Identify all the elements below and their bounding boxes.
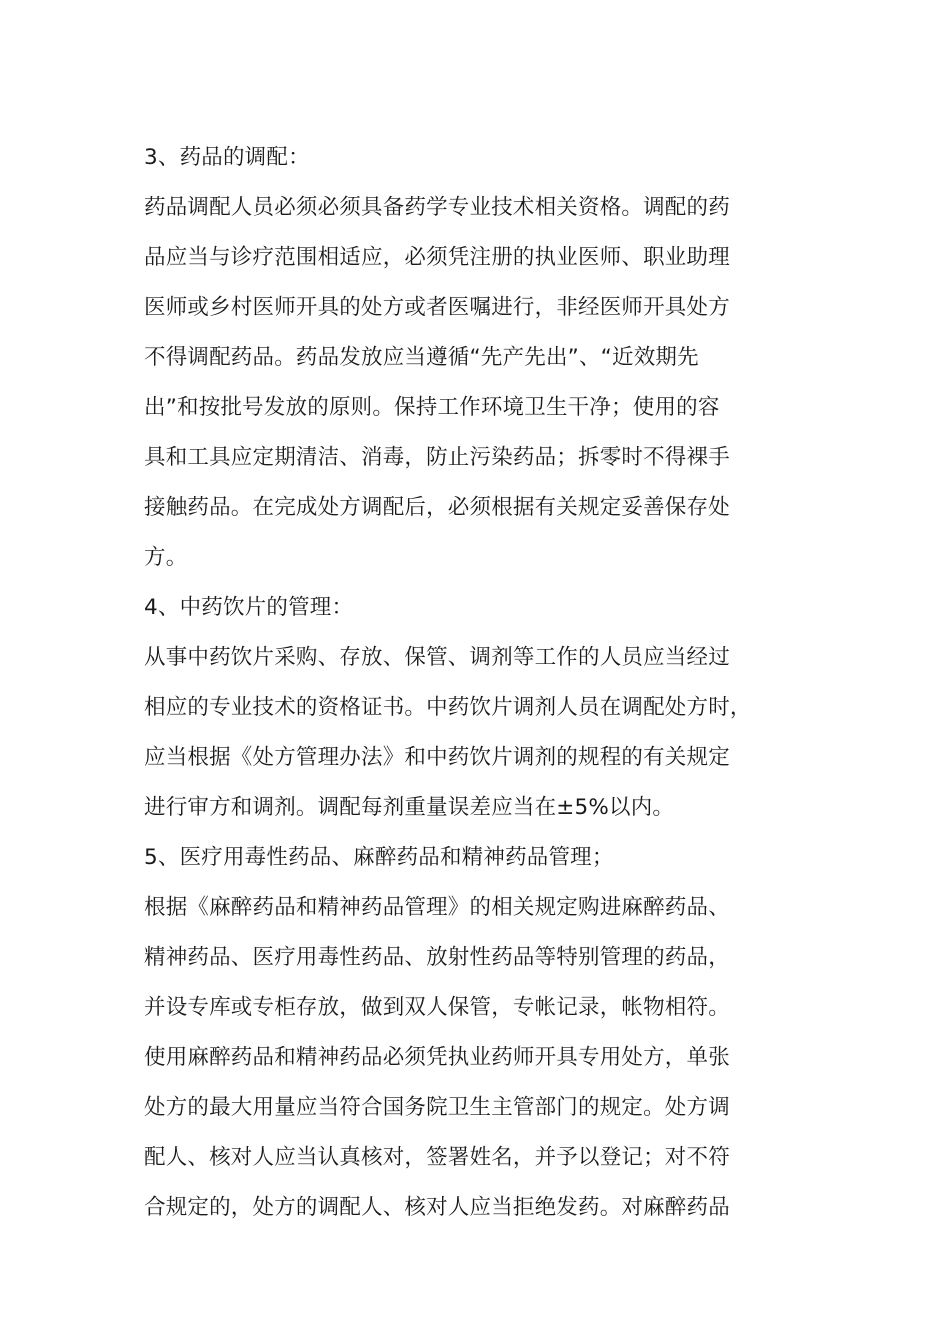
section-3-heading: 3、药品的调配： bbox=[144, 145, 310, 170]
paragraph-line: 并设专库或专柜存放，做到双人保管，专帐记录，帐物相符。 bbox=[144, 995, 730, 1020]
paragraph-line: 药品调配人员必须必须具备药学专业技术相关资格。调配的药 bbox=[144, 195, 730, 220]
paragraph-line: 根据《麻醉药品和精神药品管理》的相关规定购进麻醉药品、 bbox=[144, 895, 730, 920]
paragraph-line: 配人、核对人应当认真核对，签署姓名，并予以登记；对不符 bbox=[144, 1145, 730, 1170]
paragraph-line: 使用麻醉药品和精神药品必须凭执业药师开具专用处方，单张 bbox=[144, 1045, 730, 1070]
paragraph-line: 医师或乡村医师开具的处方或者医嘱进行，非经医师开具处方 bbox=[144, 295, 730, 320]
paragraph-line: 从事中药饮片采购、存放、保管、调剂等工作的人员应当经过 bbox=[144, 645, 730, 670]
paragraph-line: 出”和按批号发放的原则。保持工作环境卫生干净；使用的容 bbox=[144, 395, 720, 420]
paragraph-line: 进行审方和调剂。调配每剂重量误差应当在±5%以内。 bbox=[144, 795, 675, 820]
paragraph-line: 合规定的，处方的调配人、核对人应当拒绝发药。对麻醉药品 bbox=[144, 1195, 730, 1220]
paragraph-line: 相应的专业技术的资格证书。中药饮片调剂人员在调配处方时， bbox=[144, 695, 752, 720]
section-4-heading: 4、中药饮片的管理： bbox=[144, 595, 354, 620]
paragraph-line: 精神药品、医疗用毒性药品、放射性药品等特别管理的药品， bbox=[144, 945, 730, 970]
paragraph-line: 具和工具应定期清洁、消毒，防止污染药品；拆零时不得裸手 bbox=[144, 445, 730, 470]
paragraph-line: 接触药品。在完成处方调配后，必须根据有关规定妥善保存处 bbox=[144, 495, 730, 520]
paragraph-line: 应当根据《处方管理办法》和中药饮片调剂的规程的有关规定 bbox=[144, 745, 730, 770]
document-body bbox=[144, 133, 834, 1233]
paragraph-line: 处方的最大用量应当符合国务院卫生主管部门的规定。处方调 bbox=[144, 1095, 730, 1120]
section-5-heading: 5、医疗用毒性药品、麻醉药品和精神药品管理； bbox=[144, 845, 614, 870]
paragraph-line: 品应当与诊疗范围相适应，必须凭注册的执业医师、职业助理 bbox=[144, 245, 730, 270]
paragraph-line: 不得调配药品。药品发放应当遵循“先产先出”、“近效期先 bbox=[144, 345, 699, 370]
paragraph-line: 方。 bbox=[144, 545, 188, 570]
